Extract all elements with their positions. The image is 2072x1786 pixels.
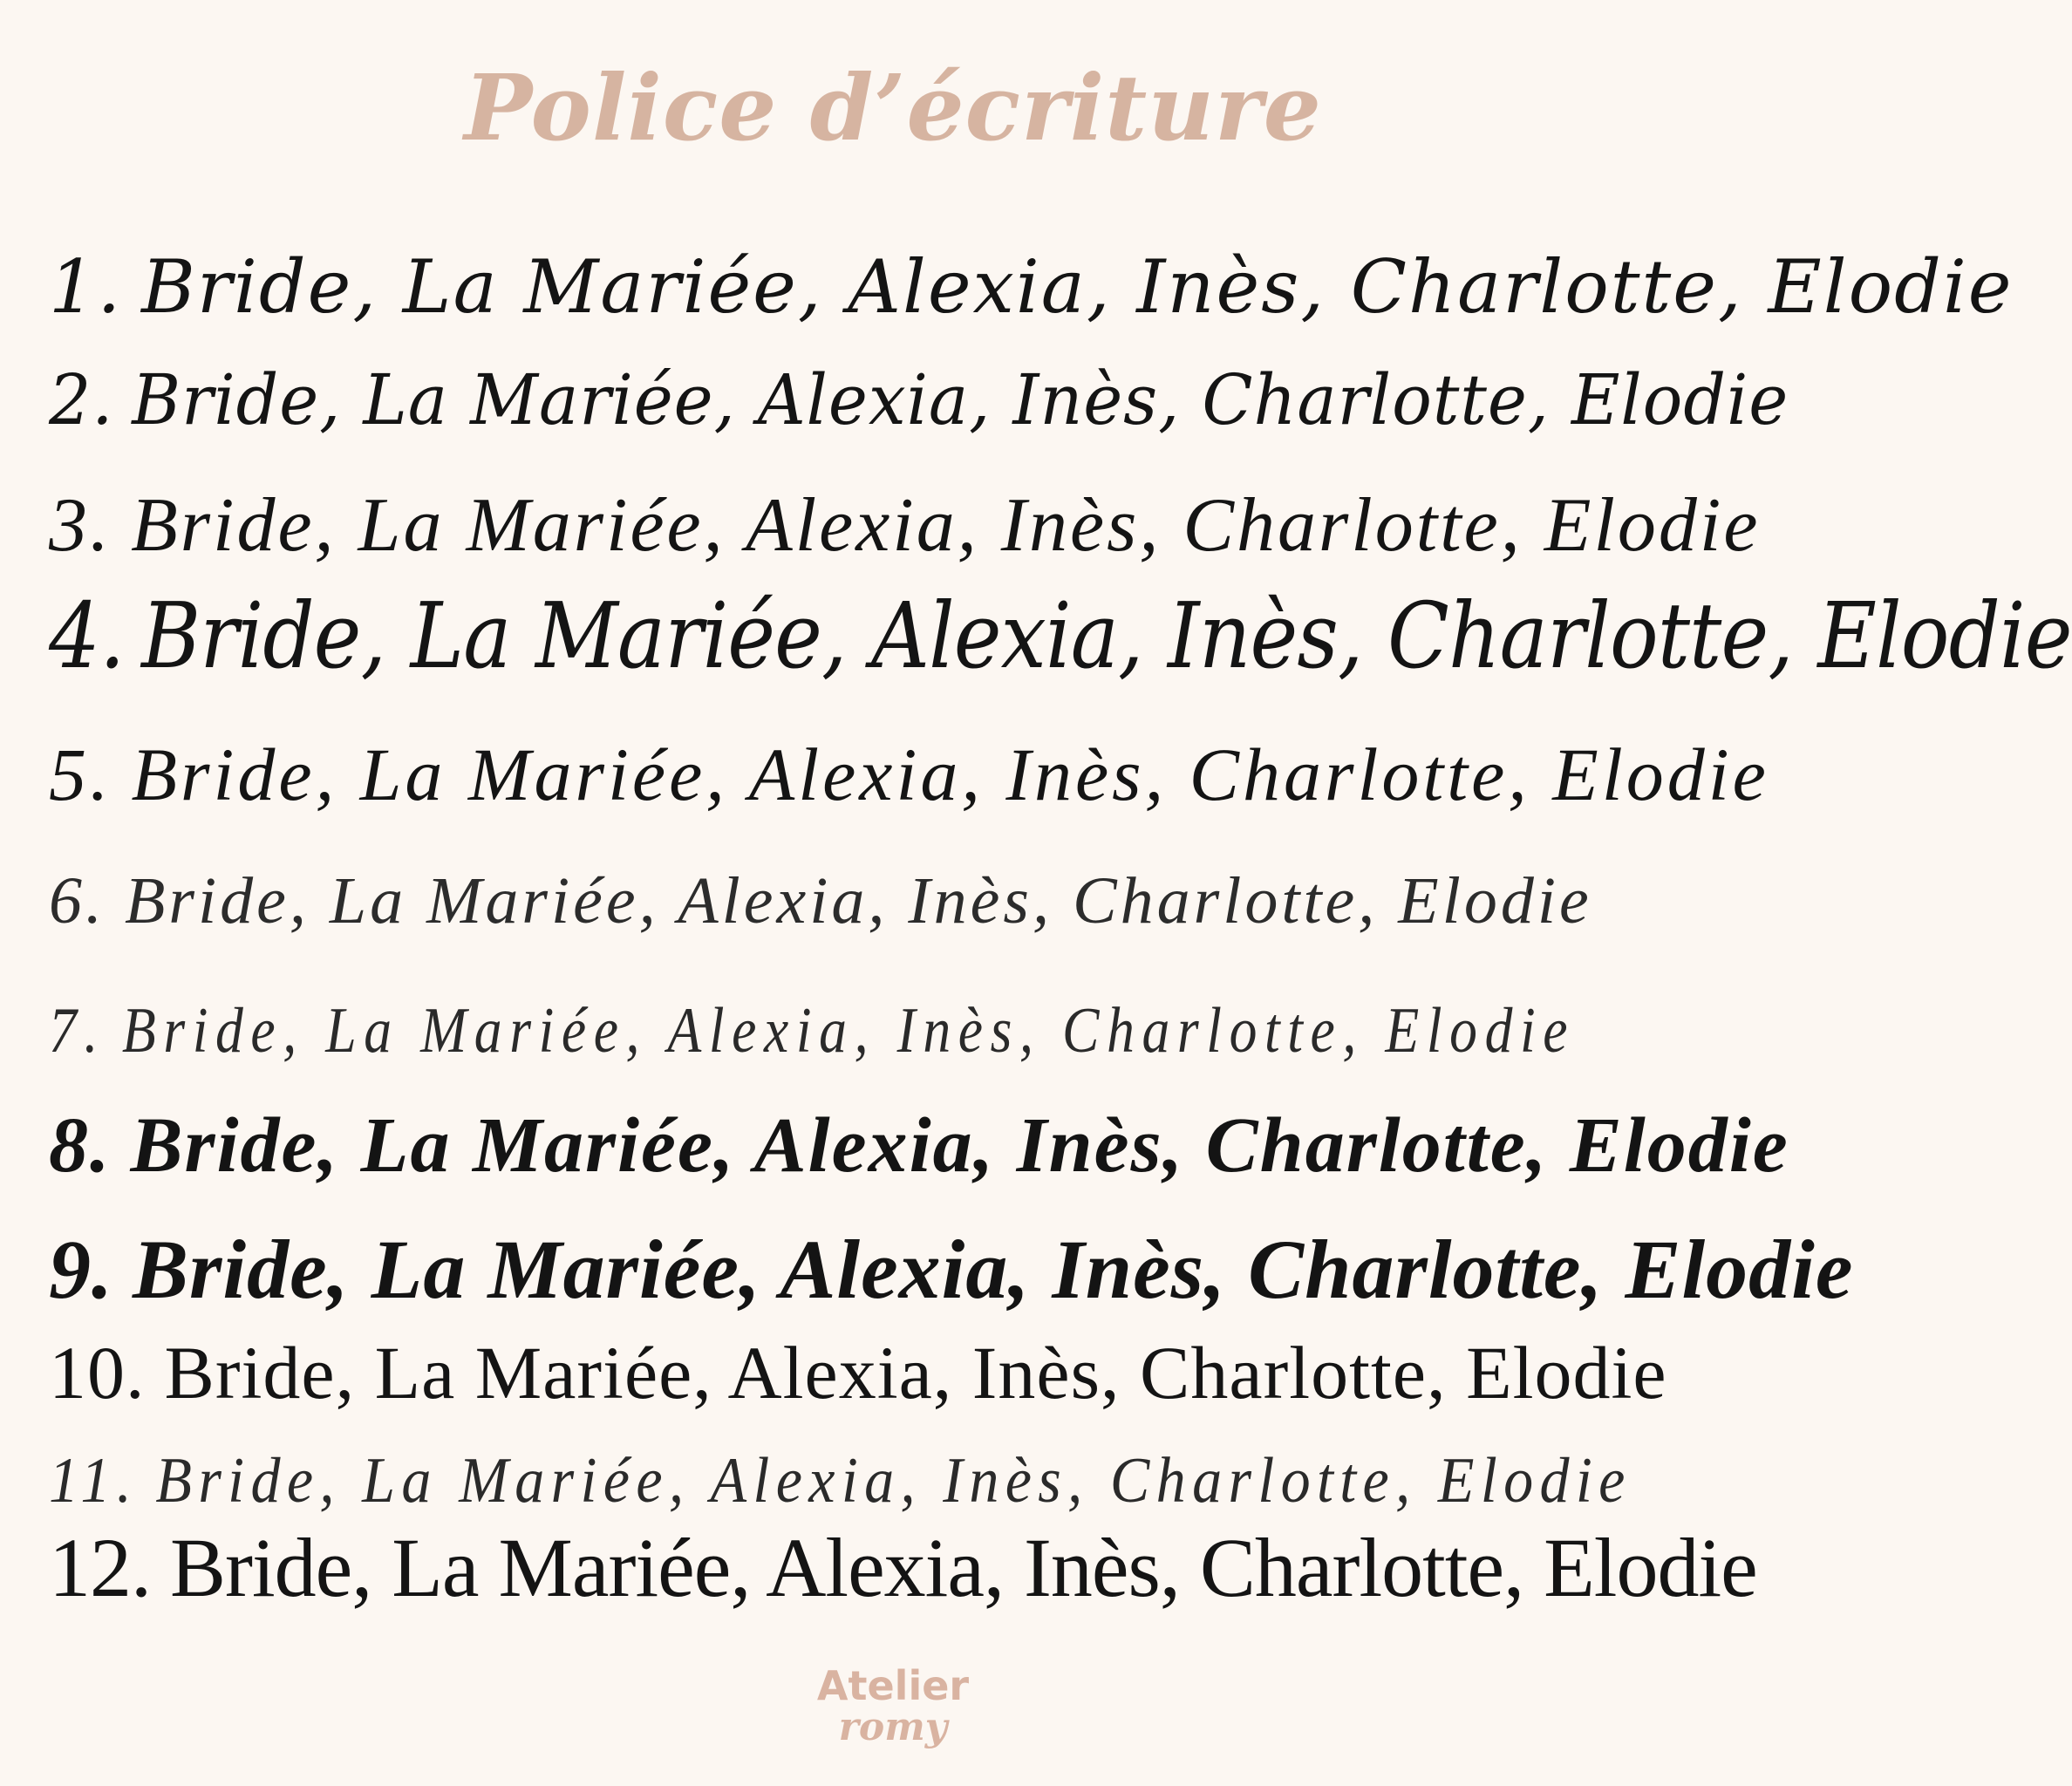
font-sample-10 (49, 1329, 1667, 1416)
logo-wordmark-romy: romy (838, 1705, 948, 1749)
sample-text: Bride, La Mariée, Alexia, Inès, Charlotte, Elodie (130, 1102, 1789, 1189)
font-sample-9 (49, 1221, 1853, 1318)
font-sample-12 (49, 1519, 1757, 1616)
sample-number: 11. (49, 1445, 139, 1517)
sample-number: 12. (49, 1521, 151, 1614)
sample-text: Bride, La Mariée, Alexia, Inès, Charlotte, Elodie (155, 1445, 1632, 1517)
sample-number: 1. (49, 244, 123, 330)
sample-text: Bride, La Mariée, Alexia, Inès, Charlotte, Elodie (141, 244, 2014, 330)
font-sample-5 (49, 731, 1769, 818)
sample-text: Bride, La Mariée, Alexia, Inès, Charlotte, Elodie (132, 359, 1789, 440)
sample-number: 5. (49, 733, 112, 816)
font-sample-3 (49, 481, 1760, 569)
sample-text: Bride, La Mariée, Alexia, Inès, Charlotte, Elodie (121, 995, 1576, 1067)
sample-number: 4. (49, 583, 125, 689)
sample-number: 3. (49, 483, 112, 568)
sample-text: Bride, La Mariée, Alexia, Inès, Charlotte, Elodie (170, 1521, 1757, 1614)
page-title: Police d’écriture (464, 54, 1322, 161)
font-sample-6 (49, 863, 1592, 939)
sample-text: Bride, La Mariée, Alexia, Inès, Charlotte, Elodie (164, 1331, 1667, 1414)
font-sample-8 (49, 1101, 1789, 1190)
sample-text: Bride, La Mariée, Alexia, Inès, Charlotte, Elodie (133, 1223, 1854, 1316)
sample-text: Bride, La Mariée, Alexia, Inès, Charlotte, Elodie (131, 733, 1769, 816)
sample-text: Bride, La Mariée, Alexia, Inès, Charlotte, Elodie (141, 583, 2072, 689)
font-sample-11 (49, 1444, 1632, 1518)
sample-number: 9. (49, 1223, 113, 1316)
font-sample-4 (49, 583, 2072, 689)
sample-number: 8. (49, 1102, 112, 1189)
font-sample-7 (49, 994, 1575, 1068)
font-sample-1 (49, 244, 2014, 330)
brand-logo (806, 1664, 980, 1760)
sample-number: 10. (49, 1331, 146, 1414)
logo-wordmark-atelier: Atelier (816, 1662, 970, 1709)
sample-number: 2. (49, 359, 114, 440)
font-sample-2 (49, 359, 1789, 440)
sample-number: 7. (49, 995, 106, 1067)
sample-text: Bride, La Mariée, Alexia, Inès, Charlotte, Elodie (131, 483, 1761, 568)
sample-text: Bride, La Mariée, Alexia, Inès, Charlotte, Elodie (125, 864, 1592, 937)
sample-number: 6. (49, 864, 106, 937)
